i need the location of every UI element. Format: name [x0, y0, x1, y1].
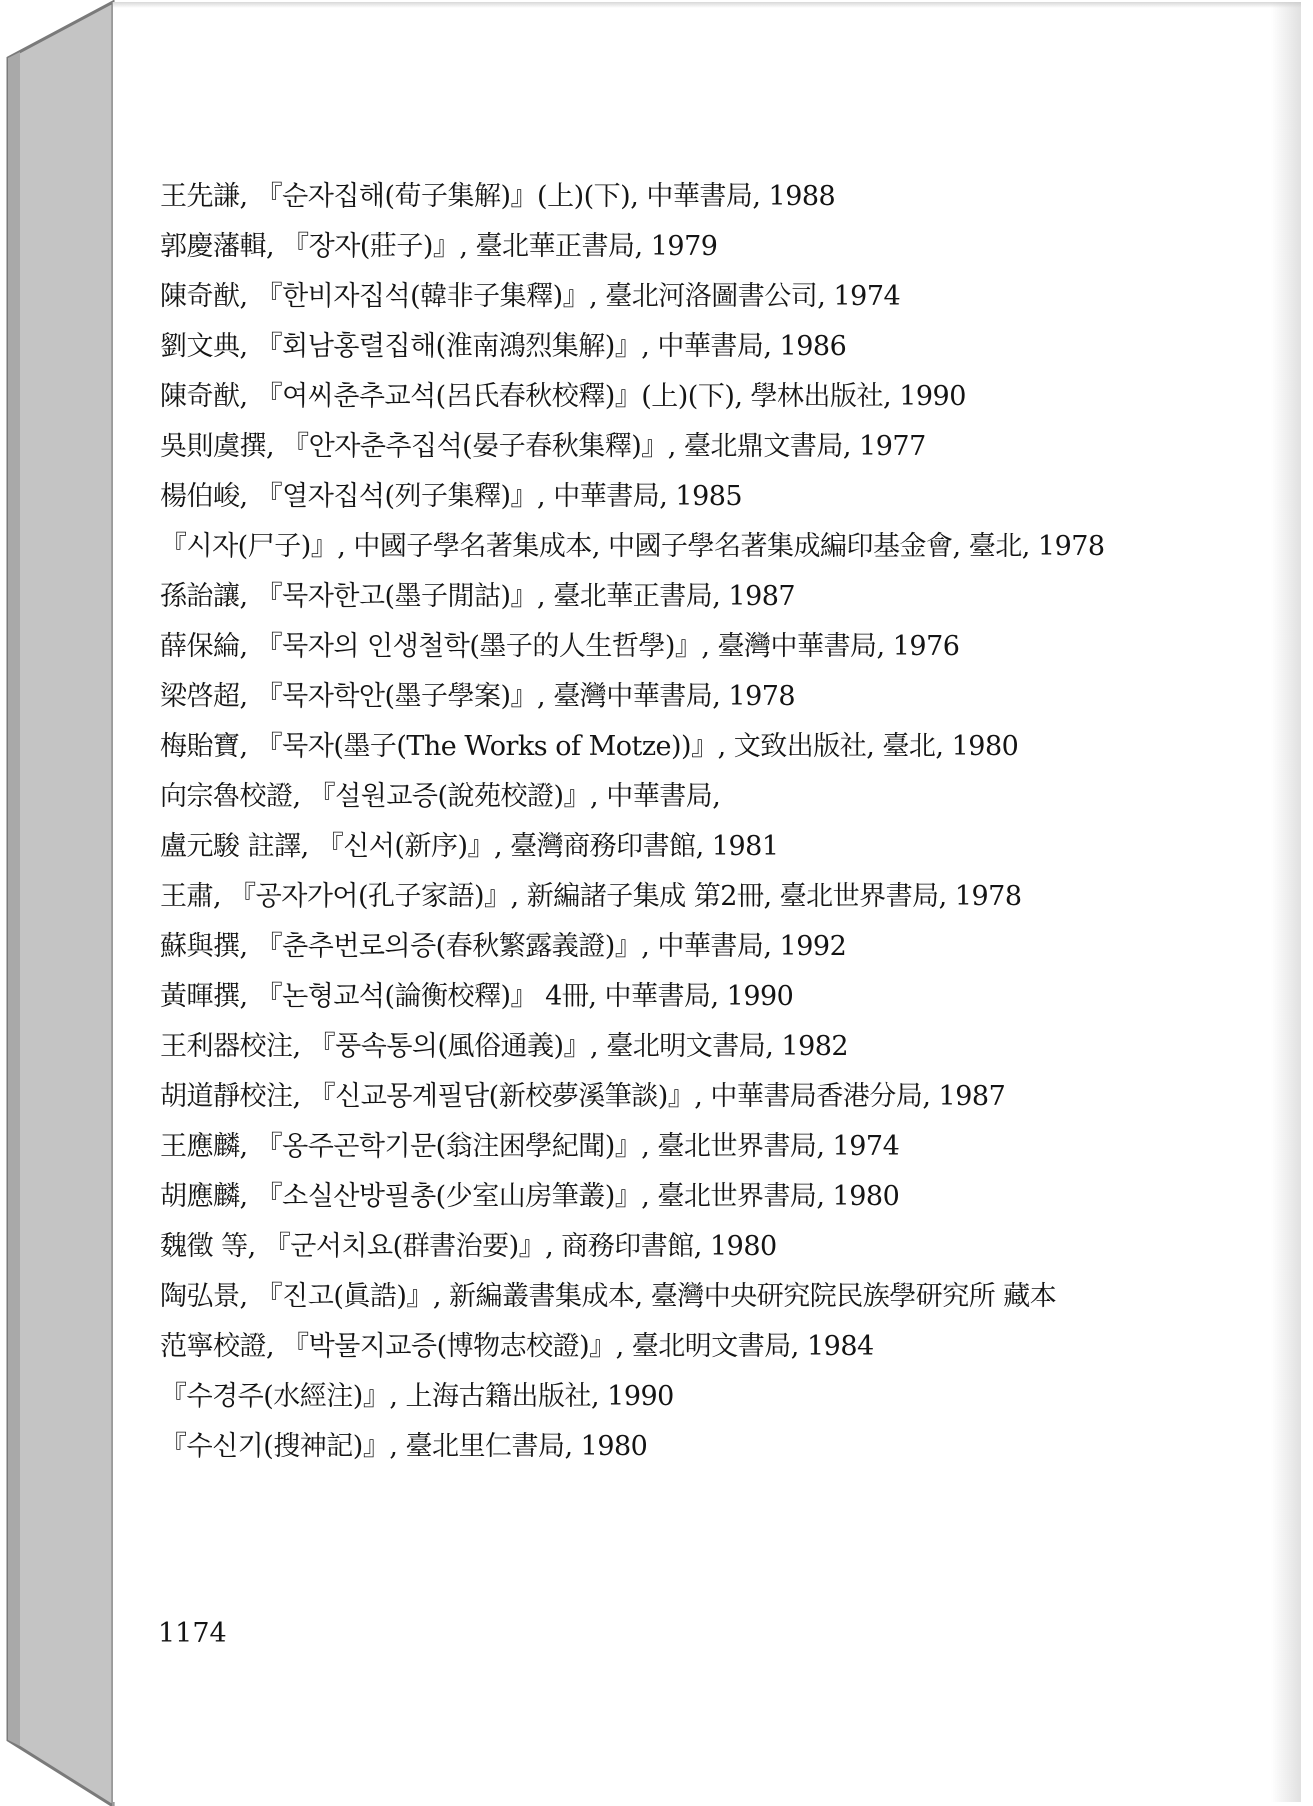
- page-top-shade: [113, 2, 1301, 8]
- bibliography-entry: 陳奇猷, 『여씨춘추교석(呂氏春秋校釋)』(上)(下), 學林出版社, 1990: [160, 381, 966, 412]
- bibliography-entry: 王先謙, 『순자집해(荀子集解)』(上)(下), 中華書局, 1988: [160, 181, 836, 212]
- bibliography-entry: 『수경주(水經注)』, 上海古籍出版社, 1990: [160, 1381, 674, 1412]
- bibliography-entry: 王應麟, 『옹주곤학기문(翁注困學紀聞)』, 臺北世界書局, 1974: [160, 1131, 900, 1162]
- bibliography-entry: 劉文典, 『회남홍렬집해(淮南鴻烈集解)』, 中華書局, 1986: [160, 331, 847, 362]
- bibliography-entry: 蘇與撰, 『춘추번로의증(春秋繁露義證)』, 中華書局, 1992: [160, 931, 847, 962]
- bibliography-entry: 陳奇猷, 『한비자집석(韓非子集釋)』, 臺北河洛圖書公司, 1974: [160, 281, 901, 312]
- bibliography-entry: 陶弘景, 『진고(眞誥)』, 新編叢書集成本, 臺灣中央研究院民族學研究所 藏本: [160, 1281, 1057, 1312]
- bibliography-entry: 王肅, 『공자가어(孔子家語)』, 新編諸子集成 第2冊, 臺北世界書局, 1978: [160, 881, 1022, 912]
- bibliography-entry: 郭慶藩輯, 『장자(莊子)』, 臺北華正書局, 1979: [160, 231, 718, 262]
- bibliography-entry: 范寧校證, 『박물지교증(博物志校證)』, 臺北明文書局, 1984: [160, 1331, 874, 1362]
- bibliography-entry: 薛保綸, 『묵자의 인생철학(墨子的人生哲學)』, 臺灣中華書局, 1976: [160, 631, 960, 662]
- bibliography-entry: 吳則虞撰, 『안자춘추집석(晏子春秋集釋)』, 臺北鼎文書局, 1977: [160, 431, 926, 462]
- bibliography-entry: 向宗魯校證, 『설원교증(說苑校證)』, 中華書局,: [160, 781, 721, 812]
- bibliography-entry: 魏徵 等, 『군서치요(群書治要)』, 商務印書館, 1980: [160, 1231, 777, 1262]
- bibliography-entry: 胡道靜校注, 『신교몽계필담(新校夢溪筆談)』, 中華書局香港分局, 1987: [160, 1081, 1006, 1112]
- bibliography-entry: 王利器校注, 『풍속통의(風俗通義)』, 臺北明文書局, 1982: [160, 1031, 849, 1062]
- bibliography-entry: 黃暉撰, 『논형교석(論衡校釋)』 4冊, 中華書局, 1990: [160, 981, 794, 1012]
- page-right-shade: [1271, 2, 1301, 1802]
- bibliography-entry: 胡應麟, 『소실산방필총(少室山房筆叢)』, 臺北世界書局, 1980: [160, 1181, 900, 1212]
- bibliography-entry: 『시자(尸子)』, 中國子學名著集成本, 中國子學名著集成編印基金會, 臺北, 1978: [160, 531, 1105, 562]
- bibliography-entry: 梁啓超, 『묵자학안(墨子學案)』, 臺灣中華書局, 1978: [160, 681, 796, 712]
- page-number: 1174: [158, 1618, 227, 1649]
- bibliography-entry: 孫詒讓, 『묵자한고(墨子閒詁)』, 臺北華正書局, 1987: [160, 581, 796, 612]
- bibliography-entry: 楊伯峻, 『열자집석(列子集釋)』, 中華書局, 1985: [160, 481, 743, 512]
- bibliography-entry: 『수신기(搜神記)』, 臺北里仁書局, 1980: [160, 1431, 648, 1462]
- bibliography-entry: 盧元駿 註譯, 『신서(新序)』, 臺灣商務印書館, 1981: [160, 831, 779, 862]
- bibliography-entry: 梅貽寶, 『묵자(墨子(The Works of Motze))』, 文致出版社, 臺北, 1980: [160, 731, 1019, 762]
- bibliography-list: [160, 172, 1160, 1472]
